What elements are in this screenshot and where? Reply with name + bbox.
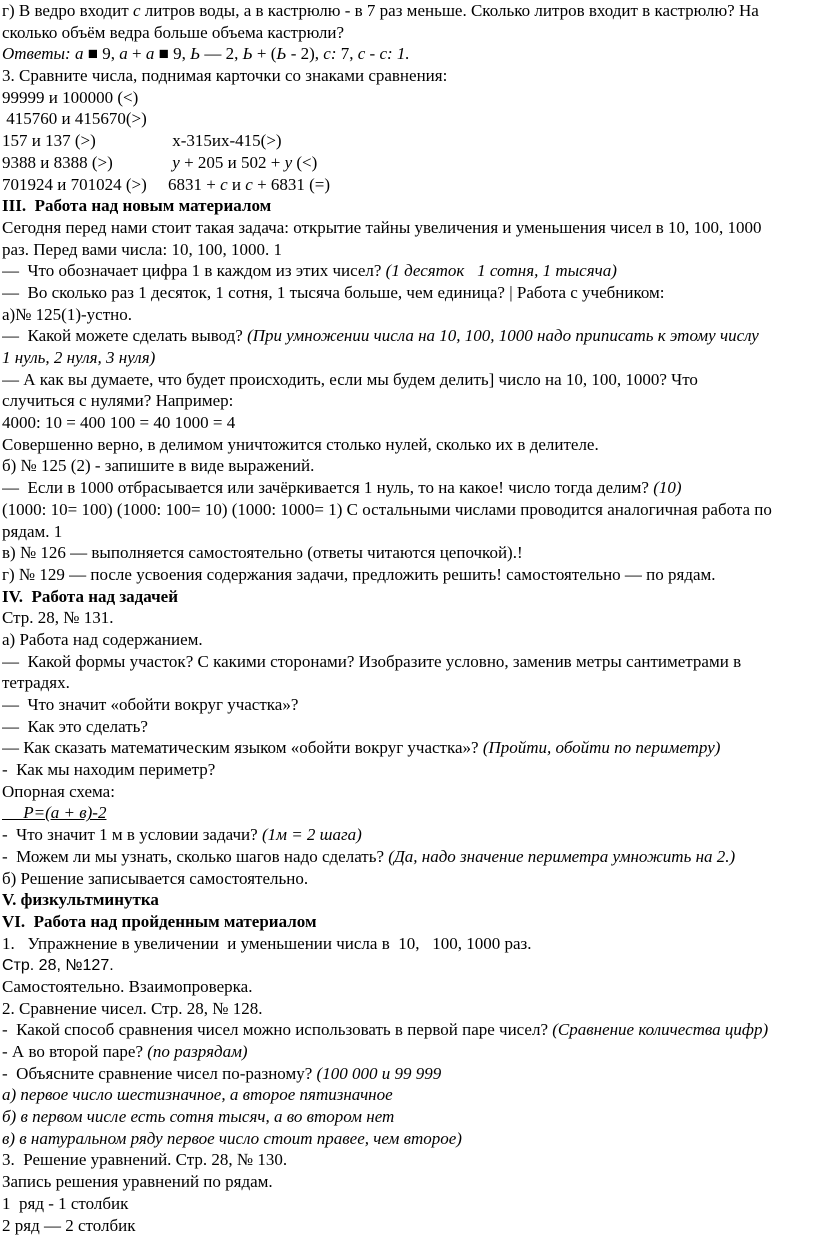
text-run: 2. Сравнение чисел. Стр. 28, № 128. [2, 999, 262, 1018]
italic-answer-text: (Сравнение количества цифр) [552, 1020, 768, 1039]
text-line [2, 1106, 814, 1128]
text-line [2, 325, 814, 347]
text-run: - Какой способ сравнения чисел можно использовать в первой паре чисел? [2, 1020, 552, 1039]
text-run: 415760 и 415670(>) [2, 109, 147, 128]
text-line [2, 976, 814, 998]
italic-answer-text: с [245, 175, 253, 194]
text-run: 4000: 10 = 400 100 = 40 1000 = 4 [2, 413, 235, 432]
italic-answer-text: Ь [190, 44, 200, 63]
text-line [2, 282, 814, 304]
text-run: раз. Перед вами числа: 10, 100, 1000. 1 [2, 240, 282, 259]
text-run: 7, [337, 44, 358, 63]
text-line [2, 152, 814, 174]
text-run: Самостоятельно. Взаимопроверка. [2, 977, 252, 996]
text-line [2, 217, 814, 239]
text-line [2, 1149, 814, 1171]
text-line [2, 542, 814, 564]
section-heading: V. физкультминутка [2, 890, 159, 909]
text-line [2, 607, 814, 629]
text-line [2, 998, 814, 1020]
italic-answer-text: а [119, 44, 128, 63]
text-run: а)№ 125(1)-устно. [2, 305, 132, 324]
text-run: литров воды, а в кастрюлю - в 7 раз меньше. Сколько литров входит в кастрюлю? На [140, 1, 758, 20]
text-line [2, 564, 814, 586]
italic-answer-text: с: [323, 44, 336, 63]
text-line [2, 629, 814, 651]
text-run: б) Решение записывается самостоятельно. [2, 869, 308, 888]
text-run: а) Работа над содержанием. [2, 630, 203, 649]
text-run: 701924 и 701024 (>) 6831 + [2, 175, 220, 194]
text-line [2, 672, 814, 694]
italic-answer-text: у [172, 153, 180, 172]
text-line [2, 868, 814, 890]
italic-answer-text: (1м = 2 шага) [262, 825, 362, 844]
text-run: Запись решения уравнений по рядам. [2, 1172, 273, 1191]
italic-answer-text: (100 000 и 99 999 [317, 1064, 442, 1083]
text-run: рядам. 1 [2, 522, 62, 541]
text-run: (1000: 10= 100) (1000: 100= 10) (1000: 1000= 1) С остальными числами проводится аналогичная работа по [2, 500, 772, 519]
text-run: 1. Упражнение в увеличении и уменьшении числа в 10, 100, 1000 раз. [2, 934, 532, 953]
text-line [2, 43, 814, 65]
text-line [2, 108, 814, 130]
text-line [2, 1063, 814, 1085]
text-line [2, 759, 814, 781]
text-line [2, 954, 814, 976]
italic-answer-text: у [285, 153, 293, 172]
text-line [2, 260, 814, 282]
text-run: - Что значит 1 м в условии задачи? [2, 825, 262, 844]
italic-answer-text: Ответы: а ■ [2, 44, 102, 63]
text-line [2, 130, 814, 152]
text-run: — Что значит «обойти вокруг участка»? [2, 695, 298, 714]
text-run: — Какой формы участок? С какими сторонами? Изобразите условно, заменив метры сантиметрами в [2, 652, 741, 671]
text-line [2, 1041, 814, 1063]
text-line [2, 1128, 814, 1150]
text-line [2, 1171, 814, 1193]
text-line [2, 434, 814, 456]
text-run: 99999 и 100000 (<) [2, 88, 138, 107]
text-run: сколько объём ведра больше объема кастрюли? [2, 23, 344, 42]
text-run: — Какой можете сделать вывод? [2, 326, 247, 345]
italic-answer-text: (1 десяток 1 сотня, 1 тысяча) [386, 261, 617, 280]
text-line [2, 390, 814, 412]
text-run: Сегодня перед нами стоит такая задача: открытие тайны увеличения и уменьшения чисел в 10, 100, 1000 [2, 218, 762, 237]
text-run: и [228, 175, 246, 194]
text-line [2, 1215, 814, 1236]
text-line [2, 412, 814, 434]
italic-answer-text: (При умножении числа на 10, 100, 1000 надо приписать к этому числу [247, 326, 759, 345]
text-run: тетрадях. [2, 673, 70, 692]
text-line [2, 0, 814, 22]
italic-answer-text: (Пройти, обойти по периметру) [483, 738, 721, 757]
text-run: ■ 9, [154, 44, 190, 63]
text-run: 9, [102, 44, 119, 63]
text-line [2, 586, 814, 608]
text-line [2, 87, 814, 109]
text-line [2, 477, 814, 499]
text-line [2, 22, 814, 44]
text-run: г) В ведро входит [2, 1, 133, 20]
text-run: 9388 и 8388 (>) [2, 153, 172, 172]
italic-answer-text: с - с: 1. [358, 44, 410, 63]
text-line [2, 737, 814, 759]
italic-answer-text: 1 нуль, 2 нуля, 3 нуля) [2, 348, 155, 367]
text-line [2, 933, 814, 955]
italic-answer-text: а) первое число шестизначное, а второе пятизначное [2, 1085, 393, 1104]
text-run: + 6831 (=) [253, 175, 330, 194]
text-line [2, 651, 814, 673]
text-line [2, 802, 814, 824]
text-line [2, 1019, 814, 1041]
text-run: 1 ряд - 1 столбик [2, 1194, 128, 1213]
text-run: + ( [253, 44, 277, 63]
italic-answer-text: Р=(а + в)-2 [2, 803, 106, 822]
text-run: — Как сказать математическим языком «обойти вокруг участка»? [2, 738, 483, 757]
text-line [2, 195, 814, 217]
text-line [2, 521, 814, 543]
text-line [2, 824, 814, 846]
text-line [2, 1084, 814, 1106]
text-run: — 2, [200, 44, 243, 63]
section-heading: IV. Работа над задачей [2, 587, 178, 606]
italic-answer-text: а [146, 44, 155, 63]
text-run: Стр. 28, № 131. [2, 608, 113, 627]
italic-answer-text: в) в натуральном ряду первое число стоит правее, чем второе) [2, 1129, 462, 1148]
text-run: 3. Решение уравнений. Стр. 28, № 130. [2, 1150, 287, 1169]
text-run: в) № 126 — выполняется самостоятельно (ответы читаются цепочкой).! [2, 543, 523, 562]
text-line [2, 455, 814, 477]
text-line [2, 716, 814, 738]
text-run: + 205 и 502 + [180, 153, 285, 172]
text-run: — Во сколько раз 1 десяток, 1 сотня, 1 тысяча больше, чем единица? | Работа с учебником: [2, 283, 665, 302]
text-run: г) № 129 — после усвоения содержания задачи, предложить решить! самостоятельно — по рядам. [2, 565, 716, 584]
text-run: 3. Сравните числа, поднимая карточки со знаками сравнения: [2, 66, 447, 85]
italic-answer-text: (по разрядам) [147, 1042, 247, 1061]
text-run: Совершенно верно, в делимом уничтожится столько нулей, сколько их в делителе. [2, 435, 599, 454]
text-line [2, 846, 814, 868]
text-run: 157 и 137 (>) х-315их-415(>) [2, 131, 282, 150]
text-run: - 2), [286, 44, 323, 63]
text-run: - Можем ли мы узнать, сколько шагов надо сделать? [2, 847, 388, 866]
italic-answer-text: с [220, 175, 228, 194]
section-heading: VI. Работа над пройденным материалом [2, 912, 317, 931]
text-run: 2 ряд — 2 столбик [2, 1216, 136, 1235]
text-line [2, 889, 814, 911]
italic-answer-text: (Да, надо значение периметра умножить на 2.) [388, 847, 735, 866]
text-run: Стр. 28, №127. [2, 957, 114, 974]
text-line [2, 304, 814, 326]
text-line [2, 347, 814, 369]
text-run: - Объясните сравнение чисел по-разному? [2, 1064, 317, 1083]
italic-answer-text: (10) [653, 478, 681, 497]
text-run: — Если в 1000 отбрасывается или зачёркивается 1 нуль, то на какое! число тогда делим? [2, 478, 653, 497]
text-run: (<) [292, 153, 317, 172]
text-line [2, 694, 814, 716]
text-line [2, 174, 814, 196]
text-run: б) № 125 (2) - запишите в виде выражений. [2, 456, 314, 475]
italic-answer-text: б) в первом числе есть сотня тысяч, а во втором нет [2, 1107, 394, 1126]
text-run: - Как мы находим периметр? [2, 760, 215, 779]
text-line [2, 65, 814, 87]
italic-answer-text: Ь [276, 44, 286, 63]
text-line [2, 781, 814, 803]
italic-answer-text: Ь [243, 44, 253, 63]
text-run: — Как это сделать? [2, 717, 148, 736]
text-line [2, 239, 814, 261]
text-run: - А во второй паре? [2, 1042, 147, 1061]
section-heading: III. Работа над новым материалом [2, 196, 271, 215]
text-run: Опорная схема: [2, 782, 115, 801]
text-line [2, 1193, 814, 1215]
text-line [2, 499, 814, 521]
text-run: случиться с нулями? Например: [2, 391, 233, 410]
text-run: + [128, 44, 146, 63]
italic-answer-text: с [133, 1, 141, 20]
text-line [2, 369, 814, 391]
text-run: — А как вы думаете, что будет происходить, если мы будем делить] число на 10, 100, 1000? Что [2, 370, 698, 389]
text-line [2, 911, 814, 933]
text-run: — Что обозначает цифра 1 в каждом из этих чисел? [2, 261, 386, 280]
